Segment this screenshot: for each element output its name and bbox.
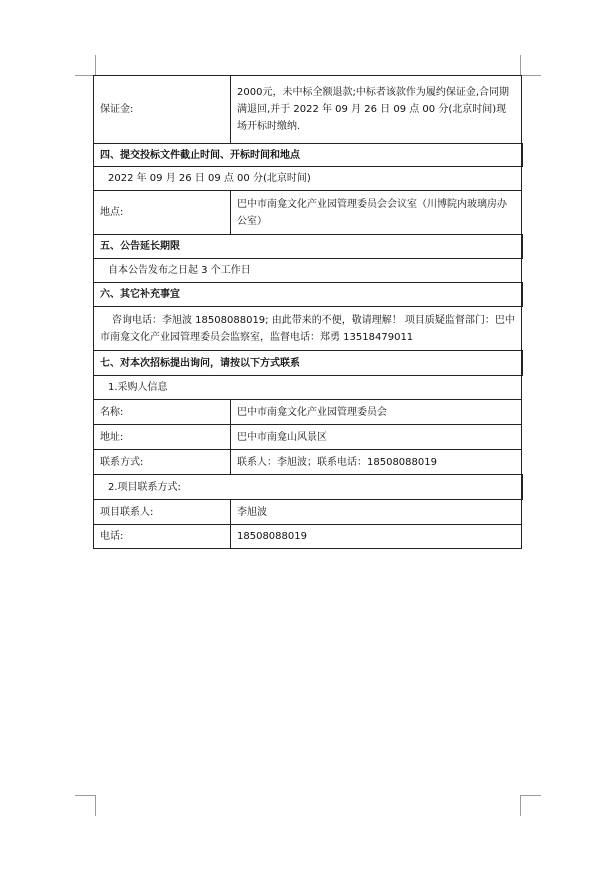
- name-label: 名称:: [94, 400, 231, 425]
- section-6-row: [94, 283, 522, 307]
- section-5-title: 五、公告延长期限: [94, 235, 522, 259]
- phone-label: 电话:: [94, 525, 231, 549]
- section-6-title: 六、其它补充事宜: [94, 283, 522, 307]
- supplement-text: 咨询电话：李旭波 18508088019; 由此带来的不便，敬请理解！ 项目质疑监督部门：巴中市南龛文化产业园管理委员会监察室，监督电话：郑勇 13518479011: [94, 307, 522, 351]
- crop-mark-bottom-right: [520, 795, 541, 816]
- section-4-row: [94, 144, 522, 167]
- location-row: [94, 191, 522, 235]
- extension-row: [94, 259, 522, 283]
- crop-mark-top-right: [520, 55, 541, 76]
- name-row: [94, 400, 522, 425]
- supplement-row: [94, 307, 522, 351]
- location-value: 巴中市南龛文化产业园管理委员会会议室（川博院内玻璃房办公室）: [231, 191, 522, 235]
- crop-mark-top-left: [75, 55, 96, 76]
- address-value: 巴中市南龛山风景区: [231, 425, 522, 450]
- section-5-row: [94, 235, 522, 259]
- extension-value: 自本公告发布之日起 3 个工作日: [94, 259, 522, 283]
- location-label: 地点:: [94, 191, 231, 235]
- bid-info-table: [93, 75, 523, 549]
- bid-time-row: [94, 167, 522, 191]
- purchaser-info-heading-row: [94, 376, 522, 400]
- project-contact-value: 李旭波: [231, 500, 522, 525]
- deposit-value: 2000元，未中标全额退款;中标者该款作为履约保证金,合同期满退回,并于 2022 年 09 月 26 日 09 点 00 分(北京时间)现场开标时缴纳.: [231, 76, 522, 144]
- deposit-row: [94, 76, 522, 144]
- contact-label: 联系方式:: [94, 450, 231, 475]
- purchaser-info-heading: 1.采购人信息: [94, 376, 522, 400]
- bid-time-value: 2022 年 09 月 26 日 09 点 00 分(北京时间): [94, 167, 522, 191]
- section-4-title: 四、提交投标文件截止时间、开标时间和地点: [94, 144, 522, 167]
- project-contact-label: 项目联系人:: [94, 500, 231, 525]
- deposit-label: 保证金:: [94, 76, 231, 144]
- project-contact-heading: 2.项目联系方式:: [94, 475, 522, 500]
- contact-value: 联系人：李旭波；联系电话：18508088019: [231, 450, 522, 475]
- name-value: 巴中市南龛文化产业园管理委员会: [231, 400, 522, 425]
- phone-row: [94, 525, 522, 549]
- project-contact-row: [94, 500, 522, 525]
- section-7-row: [94, 351, 522, 376]
- section-7-title: 七、对本次招标提出询问，请按以下方式联系: [94, 351, 522, 376]
- crop-mark-bottom-left: [75, 795, 96, 816]
- phone-value: 18508088019: [231, 525, 522, 549]
- contact-row: [94, 450, 522, 475]
- address-row: [94, 425, 522, 450]
- address-label: 地址:: [94, 425, 231, 450]
- project-contact-heading-row: [94, 475, 522, 500]
